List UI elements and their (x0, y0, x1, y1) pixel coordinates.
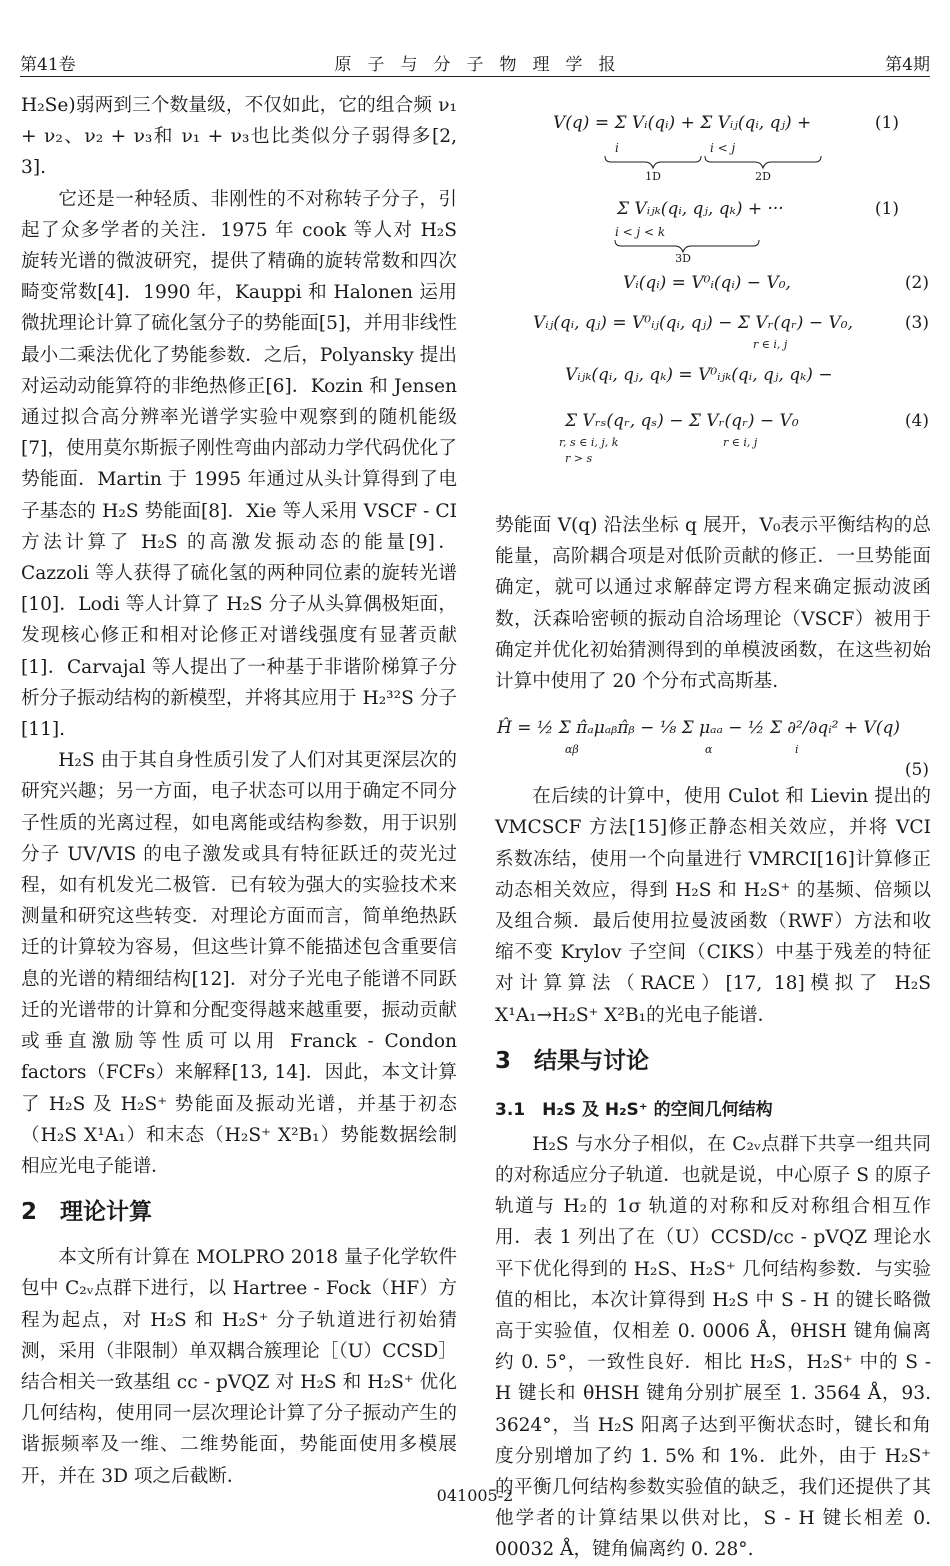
hamiltonian: Ĥ = ½ Σ π̂ₐμₐᵦπ̂ᵦ − ⅛ Σ μₐₐ − ½ Σ ∂²/∂qᵢ² + V(q) (497, 718, 900, 739)
brace-label-2d: 2D (755, 170, 771, 183)
paragraph-vmcscf: 在后续的计算中，使用 Culot 和 Lievin 提出的 VMCSCF 方法[15]修正静态相关效应，并将 VCI 系数冻结，使用一个向量进行 VMRCI[16]计算修正动态相关效应，得到 H₂S 和 H₂S⁺ 的基频、倍频以及组合频．最后使用拉曼波函数（RWF）方法和收缩不变 Krylov 子空间（CIKS）中基于残差的特征对计算算法（RACE）[17, 18]模拟了 H₂S X¹A₁→H₂S⁺ X²B₁的光电子能谱． (495, 786, 931, 1026)
sum-index-rs: r, s ∈ i, j, k (559, 436, 619, 449)
hamiltonian-svg (495, 697, 931, 781)
equation-5-number: (5) (904, 760, 929, 781)
ham-index-a: α (705, 743, 713, 757)
paragraph-history: 它还是一种轻质、非刚性的不对称转子分子，引起了众多学者的关注．1975 年 cook 等人对 H₂S 旋转光谱的微波研究，提供了精确的旋转常数和四次畸变常数[4]．1990 年，Kauppi 和 Halonen 运用微扰理论计算了硫化氢分子的势能面[5]，并用非线性最小二乘法优化了势能参数．之后，Polyansky 提出对运动动能算符的非绝热修正[6]．Kozin 和 Jensen 通过拟合高分辨率光谱学实验中观察到的随机能级[7]，使用莫尔斯振子刚性弯曲内部动力学代码优化了势能面．Martin 于 1995 年通过从头计算得到了电子基态的 H₂S 势能面[8]．Xie 等人采用 VSCF - CI 方法计算了 H₂S 的高激发振动态的能量[9]．Cazzoli 等人获得了硫化氢的两种同位素的旋转光谱[10]．Lodi 等人计算了 H₂S 分子从头算偶极矩面，发现核心修正和相对论修正对谱线强度有显著贡献[1]．Carvajal 等人提出了一种基于非谐阶梯算子分析分子振动结构的新模型，并将其应用于 H₂³²S 分子[11]. (21, 188, 457, 741)
right-column (495, 90, 931, 1561)
equation-1-line-1: V(q) = Σ Vᵢ(qᵢ) + Σ Vᵢⱼ(qᵢ, qⱼ) + (553, 113, 812, 133)
issue-label: 第4期 (885, 55, 930, 75)
page-number: 041005-2 (436, 1486, 514, 1505)
running-header (20, 50, 930, 77)
sum-index-ijk: i < j < k (615, 225, 666, 239)
equations-1-4 (495, 90, 931, 510)
equation-2-number: (2) (904, 273, 929, 293)
brace-label-1d: 1D (645, 170, 661, 183)
underbrace-3d (615, 240, 759, 252)
equation-3-number: (3) (904, 313, 929, 333)
ham-index-i: i (795, 743, 799, 757)
section-3-heading: 3 结果与讨论 (495, 1047, 650, 1074)
ham-index-ab: αβ (565, 743, 579, 757)
sum-index-i: i (615, 141, 619, 155)
left-column (21, 90, 457, 1487)
equation-5 (495, 697, 931, 781)
paragraph-motivation: H₂S 由于其自身性质引发了人们对其更深层次的研究兴趣；另一方面，电子状态可以用于确定不同分子性质的光离过程，如电离能或结构参数，用于识别分子 UV/VIS 的电子激发或具有特征跃迁的荧光过程，如有机发光二极管．已有较为强大的实验技术来测量和研究这些转变．对理论方面而言，简单绝热跃迁的计算较为容易，但这些计算不能描述包含重要信息的光谱的精细结构[12]．对分子光电子能谱不同跃迁的光谱带的计算和分配变得越来越重要，振动贡献或垂直激励等性质可以用 Franck - Condon factors（FCFs）来解释[13, 14]．因此，本文计算了 H₂S 及 H₂S⁺ 势能面及振动光谱，并基于初态（H₂S X¹A₁）和末态（H₂S⁺ X²B₁）势能数据绘制相应光电子能谱． (21, 750, 457, 1177)
equation-block (495, 90, 931, 510)
equation-1-line-2: Σ Vᵢⱼₖ(qᵢ, qⱼ, qₖ) + ··· (617, 199, 784, 219)
equation-2: Vᵢ(qᵢ) = V⁰ᵢ(qᵢ) − V₀, (623, 273, 791, 293)
brace-label-3d: 3D (675, 252, 691, 265)
journal-title: 原子与分子物理学报 (334, 55, 632, 75)
volume-label: 第41卷 (20, 55, 76, 75)
underbrace-2d (705, 156, 821, 168)
subsection-3-1-heading: 3.1 H₂S 及 H₂S⁺ 的空间几何结构 (495, 1099, 773, 1120)
equation-1-number: (1) (874, 113, 899, 133)
paragraph-continued: H₂Se)弱两到三个数量级，不仅如此，它的组合频 ν₁ + ν₂、ν₂ + ν₃和 ν₁ + ν₃也比类似分子弱得多[2, 3]. (21, 95, 457, 179)
section-2-heading: 2 理论计算 (21, 1199, 153, 1226)
paragraph-geometry: H₂S 与水分子相似，在 C₂ᵥ点群下共享一组共同的对称适应分子轨道．也就是说，中心原子 S 的原子轨道与 H₂的 1σ 轨道的对称和反对称组合相互作用．表 1 列出了在（U）CCSD/cc - pVQZ 理论水平下优化得到的 H₂S、H₂S⁺ 几何结构参数．与实验值的相比，本次计算得到 H₂S 中 S - H 的键长略微高于实验值，仅相差 0. 0006 Å，θHSH 键角偏离约 0. 5°，一致性良好．相比 H₂S，H₂S⁺ 中的 S - H 键长和 θHSH 键角分别扩展至 1. 3564 Å，93. 3624°，当 H₂S 阳离子达到平衡状态时，键长和角度分别增加了约 1. 5% 和 1%．此外，由于 H₂S⁺ 的平衡几何结构参数实验值的缺乏，我们还提供了其他学者的计算结果以供对比，S - H 键长相差 0. 00032 Å，键角偏离约 0. 28°. (495, 1133, 931, 1561)
equation-4-line-2: Σ Vᵣₛ(qᵣ, qₛ) − Σ Vᵣ(qᵣ) − V₀ (565, 411, 799, 431)
paragraph-methods: 本文所有计算在 MOLPRO 2018 量子化学软件包中 C₂ᵥ点群下进行，以 Hartree - Fock（HF）方程为起点，对 H₂S 和 H₂S⁺ 分子轨道进行初始猜测，采用（非限制）单双耦合簇理论［（U）CCSD］结合相关一致基组 cc - pVQZ 对 H₂S 和 H₂S⁺ 优化几何结构，使用同一层次理论计算了分子振动产生的谐振频率及一维、二维势能面，势能面使用多模展开，并在 3D 项之后截断． (21, 1247, 457, 1487)
paragraph-pes: 势能面 V(q) 沿法坐标 q 展开，V₀表示平衡结构的总能量，高阶耦合项是对低阶贡献的修正．一旦势能面确定，就可以通过求解薛定谔方程来确定振动波函数，沃森哈密顿的振动自洽场理论（VSCF）被用于确定并优化初始猜测得到的单模波函数，在这些初始计算中使用了 20 个分布式高斯基. (495, 515, 931, 693)
sum-index-r-gt-s: r > s (565, 452, 593, 465)
equation-3: Vᵢⱼ(qᵢ, qⱼ) = V⁰ᵢⱼ(qᵢ, qⱼ) − Σ Vᵣ(qᵣ) − V₀, (533, 313, 853, 333)
equation-4-number: (4) (904, 411, 929, 431)
sum-index-r-in-ij-2: r ∈ i, j (723, 436, 758, 449)
equation-1-number-repeat: (1) (874, 199, 899, 219)
underbrace-1d (605, 156, 701, 168)
sum-index-r-in-ij: r ∈ i, j (753, 338, 788, 351)
equation-4-line-1: Vᵢⱼₖ(qᵢ, qⱼ, qₖ) = V⁰ᵢⱼₖ(qᵢ, qⱼ, qₖ) − (565, 365, 833, 385)
sum-index-i-lt-j: i < j (710, 141, 736, 155)
